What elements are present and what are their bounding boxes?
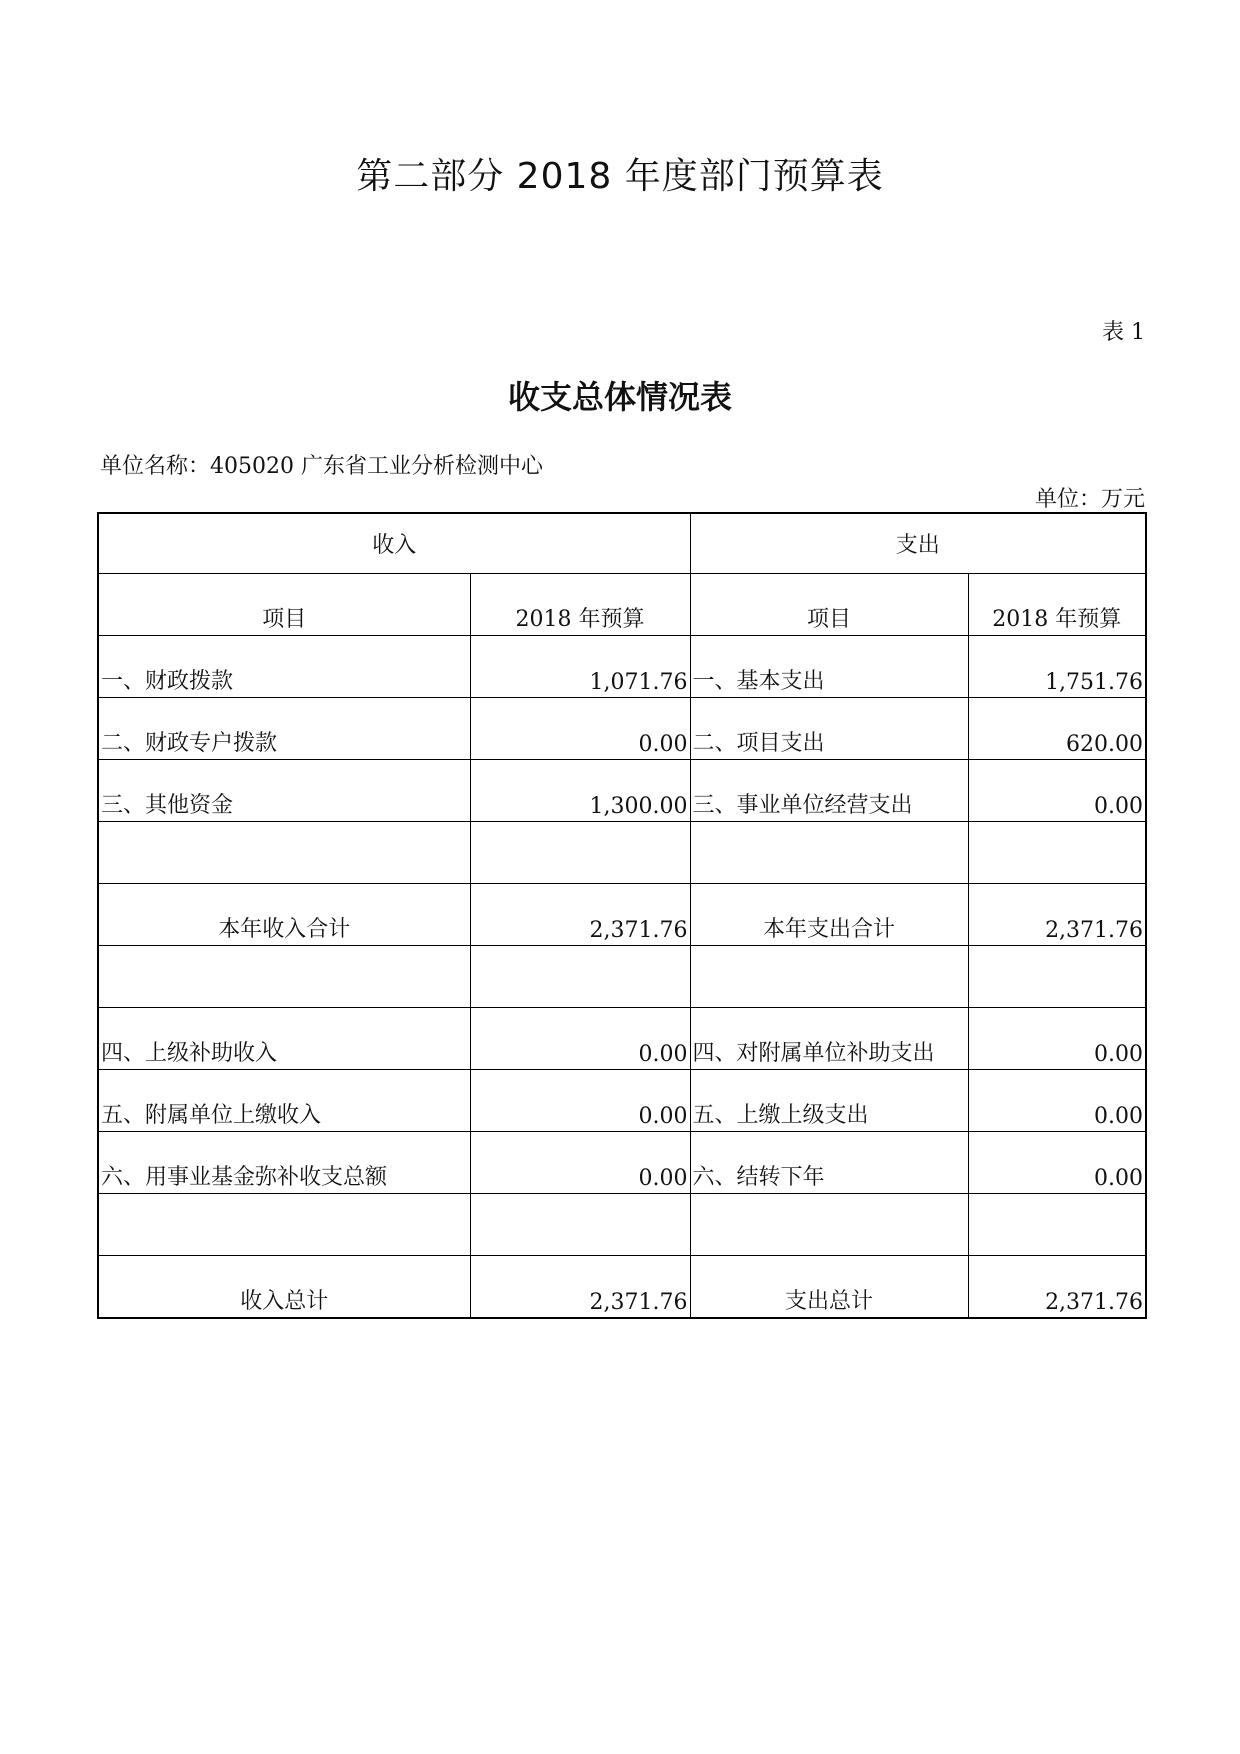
income-item: 二、财政专户拨款 (98, 698, 470, 760)
section-header-row (98, 513, 1146, 574)
income-value: 0.00 (470, 1132, 690, 1194)
income-budget-header: 2018 年预算 (470, 574, 690, 636)
table-number: 表 1 (1102, 320, 1145, 345)
expense-item: 五、上缴上级支出 (690, 1070, 968, 1132)
expense-item (690, 946, 968, 1008)
expense-subtotal-value: 2,371.76 (968, 884, 1146, 946)
column-header-row (98, 574, 1146, 636)
income-item: 六、用事业基金弥补收支总额 (98, 1132, 470, 1194)
income-value: 1,300.00 (470, 760, 690, 822)
table-row (98, 698, 1146, 760)
income-total-label: 收入总计 (98, 1256, 470, 1319)
income-item (98, 946, 470, 1008)
income-header: 收入 (98, 513, 690, 574)
income-value: 0.00 (470, 1008, 690, 1070)
income-item-header: 项目 (98, 574, 470, 636)
total-row (98, 1256, 1146, 1319)
income-value (470, 822, 690, 884)
table-row (98, 636, 1146, 698)
table-row (98, 822, 1146, 884)
expense-value: 620.00 (968, 698, 1146, 760)
income-item (98, 1194, 470, 1256)
expense-value: 1,751.76 (968, 636, 1146, 698)
currency-unit: 单位：万元 (1034, 487, 1145, 512)
table-row (98, 1070, 1146, 1132)
income-item: 一、财政拨款 (98, 636, 470, 698)
income-value: 0.00 (470, 698, 690, 760)
budget-table (97, 512, 1147, 1319)
income-value: 1,071.76 (470, 636, 690, 698)
expense-value: 0.00 (968, 760, 1146, 822)
income-value: 0.00 (470, 1070, 690, 1132)
income-subtotal-label: 本年收入合计 (98, 884, 470, 946)
table-row (98, 1132, 1146, 1194)
income-value (470, 946, 690, 1008)
expense-total-value: 2,371.76 (968, 1256, 1146, 1319)
expense-value: 0.00 (968, 1132, 1146, 1194)
income-item: 四、上级补助收入 (98, 1008, 470, 1070)
income-value (470, 1194, 690, 1256)
income-item: 三、其他资金 (98, 760, 470, 822)
income-item (98, 822, 470, 884)
unit-name: 单位名称：405020 广东省工业分析检测中心 (100, 454, 543, 479)
income-subtotal-value: 2,371.76 (470, 884, 690, 946)
expense-item (690, 1194, 968, 1256)
table-row (98, 1008, 1146, 1070)
table-title: 收支总体情况表 (507, 378, 732, 416)
page-title: 第二部分 2018 年度部门预算表 (356, 156, 884, 197)
expense-item: 三、事业单位经营支出 (690, 760, 968, 822)
expense-item: 四、对附属单位补助支出 (690, 1008, 968, 1070)
expense-value (968, 822, 1146, 884)
table-row (98, 1194, 1146, 1256)
expense-subtotal-label: 本年支出合计 (690, 884, 968, 946)
subtotal-row (98, 884, 1146, 946)
expense-item: 二、项目支出 (690, 698, 968, 760)
expense-value: 0.00 (968, 1008, 1146, 1070)
expense-value (968, 1194, 1146, 1256)
expense-item-header: 项目 (690, 574, 968, 636)
income-total-value: 2,371.76 (470, 1256, 690, 1319)
expense-total-label: 支出总计 (690, 1256, 968, 1319)
expense-item: 一、基本支出 (690, 636, 968, 698)
expense-budget-header: 2018 年预算 (968, 574, 1146, 636)
expense-item (690, 822, 968, 884)
income-item: 五、附属单位上缴收入 (98, 1070, 470, 1132)
table-row (98, 946, 1146, 1008)
expense-value: 0.00 (968, 1070, 1146, 1132)
expense-header: 支出 (690, 513, 1146, 574)
expense-item: 六、结转下年 (690, 1132, 968, 1194)
expense-value (968, 946, 1146, 1008)
table-row (98, 760, 1146, 822)
